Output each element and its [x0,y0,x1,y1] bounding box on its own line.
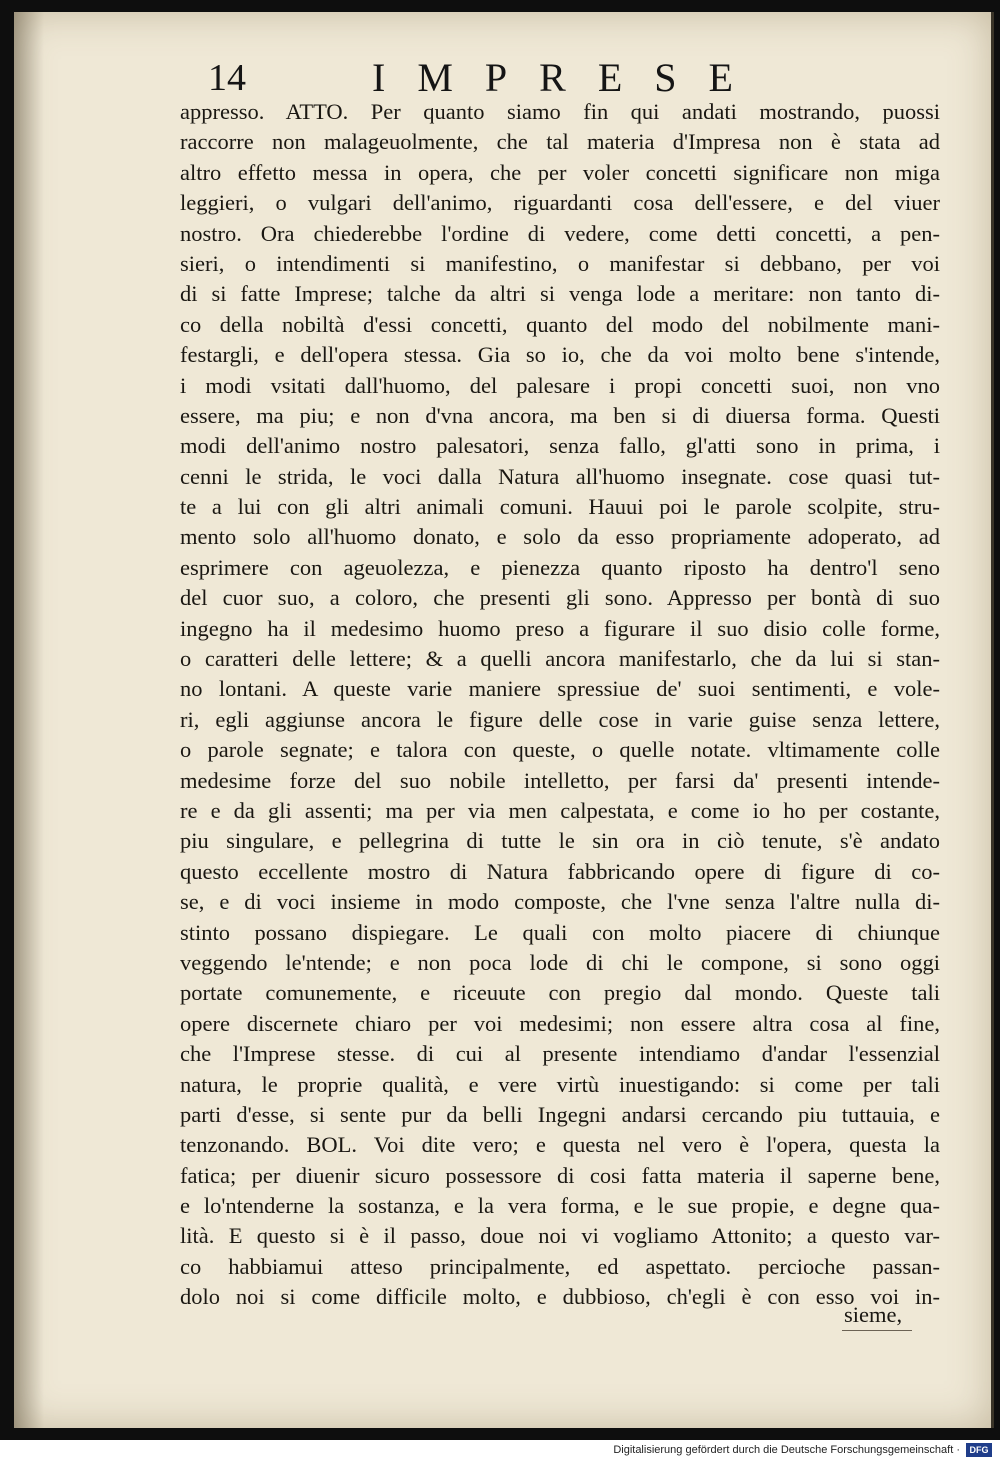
text-line: del cuor suo, a coloro, che presenti gli sono. Appresso per bontà di suo [180,585,940,611]
text-line: essere, ma piu; e non d'vna ancora, ma ben si di diuersa forma. Questi [180,402,940,428]
text-line: medesime forze del suo nobile intelletto, per farsi da' presenti intende- [180,767,940,793]
text-line: stinto possano dispiegare. Le quali con molto piacere di chiunque [180,919,940,945]
text-line: questo eccellente mostro di Natura fabbricando opere di figure di co- [180,858,940,884]
text-line: re e da gli assenti; ma per via men calpestata, e come io ho per costante, [180,797,940,823]
text-line: sieri, o intendimenti si manifestino, o manifestar si debbano, per voi [180,250,940,276]
catchword-rule [842,1330,912,1331]
text-line: portate comunemente, e riceuute con pregio dal mondo. Queste tali [180,980,940,1006]
page-gutter-shadow [14,12,44,1428]
text-line: mento solo all'huomo donato, e solo da esso propriamente adoperato, ad [180,524,940,550]
text-line: che l'Imprese stesse. di cui al presente intendiamo d'andar l'essenzial [180,1041,940,1067]
text-line: ingegno ha il medesimo huomo preso a figurare il suo disio colle forme, [180,615,940,641]
text-line: festargli, e dell'opera stessa. Gia so io, che da voi molto bene s'intende, [180,342,940,368]
text-line: parti d'esse, si sente pur da belli Ingegni andarsi cercando piu tuttauia, e [180,1101,940,1127]
text-line: lità. E questo si è il passo, doue noi vi vogliamo Attonito; a questo var- [180,1223,940,1249]
page-number: 14 [208,57,246,99]
text-line: opere discernete chiaro per voi medesimi; non essere altra cosa al fine, [180,1010,940,1036]
text-line: raccorre non malageuolmente, che tal materia d'Impresa non è stata ad [180,129,940,155]
text-line: e lo'ntenderne la sostanza, e la vera forma, e le sue propie, e degne qua- [180,1193,940,1219]
text-line: altro effetto messa in opera, che per voler concetti significare non miga [180,159,940,185]
text-line: fatica; per diuenir sicuro possessore di cosi fatta materia il saperne bene, [180,1162,940,1188]
text-line: se, e di voci insieme in modo composte, che l'vne senza l'altre nulla di- [180,889,940,915]
text-line: leggieri, o vulgari dell'animo, riguardanti cosa dell'essere, e del viuer [180,190,940,216]
text-line: co della nobiltà d'essi concetti, quanto del modo del nobilmente mani- [180,311,940,337]
text-line: veggendo le'ntende; e non poca lode di chi le compone, si sono oggi [180,949,940,975]
text-line: modi dell'animo nostro palesatori, senza fallo, gl'atti sono in prima, i [180,433,940,459]
text-line: esprimere con ageuolezza, e pienezza quanto riposto ha dentro'l seno [180,554,940,580]
digitization-footer [0,1440,1000,1462]
text-line: piu singulare, e pellegrina di tutte le sin ora in ciò tenute, s'è andato [180,828,940,854]
text-line: nostro. Ora chiederebbe l'ordine di vedere, come detti concetti, a pen- [180,220,940,246]
text-line: appresso. ATTO. Per quanto siamo fin qui andati mostrando, puossi [180,99,940,124]
dfg-credit-text: Digitalisierung gefördert durch die Deutsche Forschungsgemeinschaft · [613,1444,960,1456]
body-text [180,97,940,1313]
text-line: ri, egli aggiunse ancora le figure delle cose in varie guise senza lettere, [180,706,940,732]
text-line: natura, le proprie qualità, e vere virtù inuestigando: si come per tali [180,1071,940,1097]
running-head: IMPRESE [372,55,765,100]
book-page [14,12,994,1428]
catchword: sieme, [844,1302,903,1327]
text-line: dolo noi si come difficile molto, e dubbioso, ch'egli è con esso voi in- [180,1284,940,1310]
text-line: cenni le strida, le voci dalla Natura all'huomo insegnate. cose quasi tut- [180,463,940,489]
text-line: no lontani. A queste varie maniere spressiue de' suoi sentimenti, e vole- [180,676,940,702]
text-line: di si fatte Imprese; talche da altri si venga lode a meritare: non tanto di- [180,281,940,307]
text-line: te a lui con gli altri animali comuni. Hauui poi le parole scolpite, stru- [180,494,940,520]
text-line: o parole segnate; e talora con queste, o quelle notate. vltimamente colle [180,737,940,763]
text-line: o caratteri delle lettere; & a quelli ancora manifestarlo, che da lui si stan- [180,646,940,672]
text-line: tenzonando. BOL. Voi dite vero; e questa nel vero è l'opera, questa la [180,1132,940,1158]
text-line: i modi vsitati dall'huomo, del palesare i propi concetti suoi, non vno [180,372,940,398]
text-line: co habbiamui atteso principalmente, ed aspettato. percioche passan- [180,1253,940,1279]
dfg-logo: DFG [966,1443,992,1457]
